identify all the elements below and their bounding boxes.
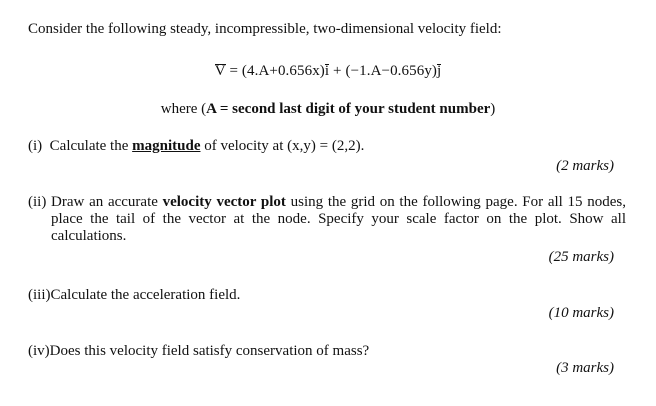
- question-2: [28, 194, 626, 245]
- marks-label: (25 marks): [548, 249, 614, 265]
- question-number: (ii): [28, 194, 47, 210]
- i-unit-vector: i: [324, 63, 330, 79]
- question-text: Draw an accurate: [51, 194, 163, 210]
- marks-label: (10 marks): [548, 305, 614, 321]
- question-text: Does this velocity field satisfy conservation of mass?: [49, 343, 370, 359]
- question-emphasis: velocity vector plot: [162, 194, 286, 210]
- intro-text: Consider the following steady, incompressible, two-dimensional velocity field:: [28, 21, 502, 37]
- question-number: (iv): [28, 343, 50, 359]
- question-number: (i): [28, 138, 43, 154]
- question-1: [28, 138, 364, 155]
- question-text: Calculate the: [49, 138, 133, 154]
- marks-label: (2 marks): [556, 158, 614, 174]
- question-3: [28, 287, 240, 304]
- question-text: using the grid on the following page. For all 15 nodes, place the tail of the vector at the node. Specify your scale factor on the plot. Show all calculations.: [51, 194, 626, 244]
- question-text: of velocity at (x,y) = (2,2).: [200, 138, 365, 154]
- equals-sign: =: [229, 63, 239, 79]
- j-unit-vector: j: [437, 63, 442, 79]
- velocity-equation: [0, 63, 656, 80]
- plus-sign: +: [333, 63, 342, 79]
- marks-label: (3 marks): [556, 360, 614, 376]
- j-component: (−1.A−0.656y): [345, 63, 438, 79]
- question-4: [28, 343, 369, 360]
- where-clause: [0, 101, 656, 118]
- where-suffix: ): [490, 101, 496, 117]
- question-text: Calculate the acceleration field.: [50, 287, 241, 303]
- i-component: (4.A+0.656x): [241, 63, 325, 79]
- question-number: (iii): [28, 287, 51, 303]
- velocity-vector-symbol: V: [214, 63, 226, 79]
- question-emphasis: magnitude: [132, 138, 201, 154]
- where-prefix: where (: [160, 101, 207, 117]
- student-number-definition: A = second last digit of your student number: [206, 101, 491, 117]
